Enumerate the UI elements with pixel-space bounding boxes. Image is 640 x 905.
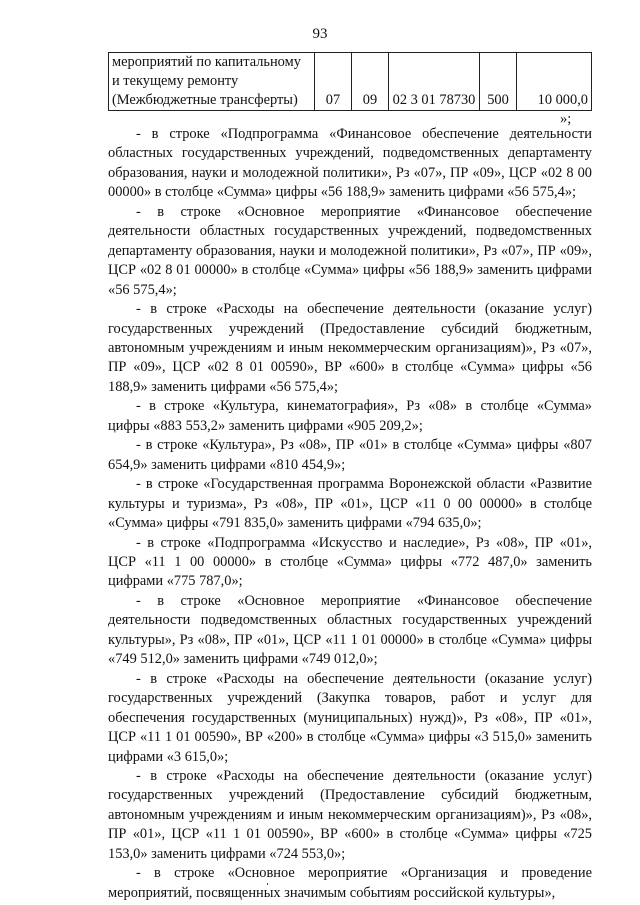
paragraph: - в строке «Основное мероприятие «Организация и проведение мероприятий, посвященных значимым событиям российской культуры», [108, 865, 592, 901]
row-rz: 07 [315, 53, 352, 111]
page-number: 93 [312, 26, 328, 42]
row-vr: 500 [480, 53, 517, 111]
paragraph: - в строке «Основное мероприятие «Финансовое обеспечение деятельности областных государственных учреждений, подведомственных департаменту образования, науки и молодежной политики», Рз «07», ПР «09», ЦСР «02 8 01 00000» в столбце «Сумма» цифры «56 188,9» заменить цифрами «56 575,4»; [108, 203, 592, 298]
row-name: мероприятий по капитальному и текущему ремонту (Межбюджетные трансферты) [109, 53, 315, 111]
paragraph: - в строке «Культура», Рз «08», ПР «01» в столбце «Сумма» цифры «807 654,9» заменить цифрами «810 454,9»; [108, 437, 592, 473]
paragraph: - в строке «Расходы на обеспечение деятельности (оказание услуг) государственных учреждений (Предоставление субсидий бюджетным, автономным учреждениям и иным некоммерческим организациям)», Рз «07», ПР «09», ЦСР «02 8 01 00590», ВР «600» в столбце «Сумма» цифры «56 188,9» заменить цифрами «56 575,4»; [108, 301, 592, 395]
paragraph: - в строке «Государственная программа Воронежской области «Развитие культуры и туризма», Рз «08», ПР «01», ЦСР «11 0 00 00000» в столбце «Сумма» цифры «791 835,0» заменить цифрами «794 635,0»; [108, 476, 592, 532]
paragraph: - в строке «Расходы на обеспечение деятельности (оказание услуг) государственных учреждений (Предоставление субсидий бюджетным, автономным учреждениям и иным некоммерческим организациям)», Рз «08», ПР «01», ЦСР «11 1 01 00590», ВР «600» в столбце «Сумма» цифры «725 153,0» заменить цифрами «724 553,0»; [108, 767, 592, 862]
row-pr: 09 [352, 53, 389, 111]
row-csr: 02 3 01 78730 [389, 53, 480, 111]
paragraph: - в строке «Подпрограмма «Финансовое обеспечение деятельности областных государственных учреждений, подведомственных департаменту образования, науки и молодежной политики», Рз «07», ПР «09», ЦСР «02 8 00 00000» в столбце «Сумма» цифры «56 188,9» заменить цифрами «56 575,4»; [108, 126, 592, 201]
paragraph: - в строке «Подпрограмма «Искусство и наследие», Рз «08», ПР «01», ЦСР «11 1 00 00000» в столбце «Сумма» цифры «772 487,0» заменить цифрами «775 787,0»; [108, 534, 592, 590]
budget-table [108, 52, 592, 111]
closing-quote: »; [560, 111, 572, 127]
paragraph: - в строке «Основное мероприятие «Финансовое обеспечение деятельности подведомственных областных государственных учреждений культуры», Рз «08», ПР «01», ЦСР «11 1 01 00000» в столбце «Сумма» цифры «749 512,0» заменить цифрами «749 012,0»; [108, 592, 592, 668]
paragraph: - в строке «Расходы на обеспечение деятельности (оказание услуг) государственных учреждений (Закупка товаров, работ и услуг для обеспечения государственных (муниципальных) нужд)», Рз «08», ПР «01», ЦСР «11 1 01 00590», ВР «200» в столбце «Сумма» цифры «3 515,0» заменить цифрами «3 615,0»; [108, 670, 592, 765]
paragraph: - в строке «Культура, кинематография», Рз «08» в столбце «Сумма» цифры «883 553,2» заменить цифрами «905 209,2»; [108, 398, 592, 434]
body-text [108, 125, 592, 903]
table-row [109, 53, 592, 111]
scan-dot [267, 883, 268, 885]
row-sum: 10 000,0 [517, 53, 592, 111]
